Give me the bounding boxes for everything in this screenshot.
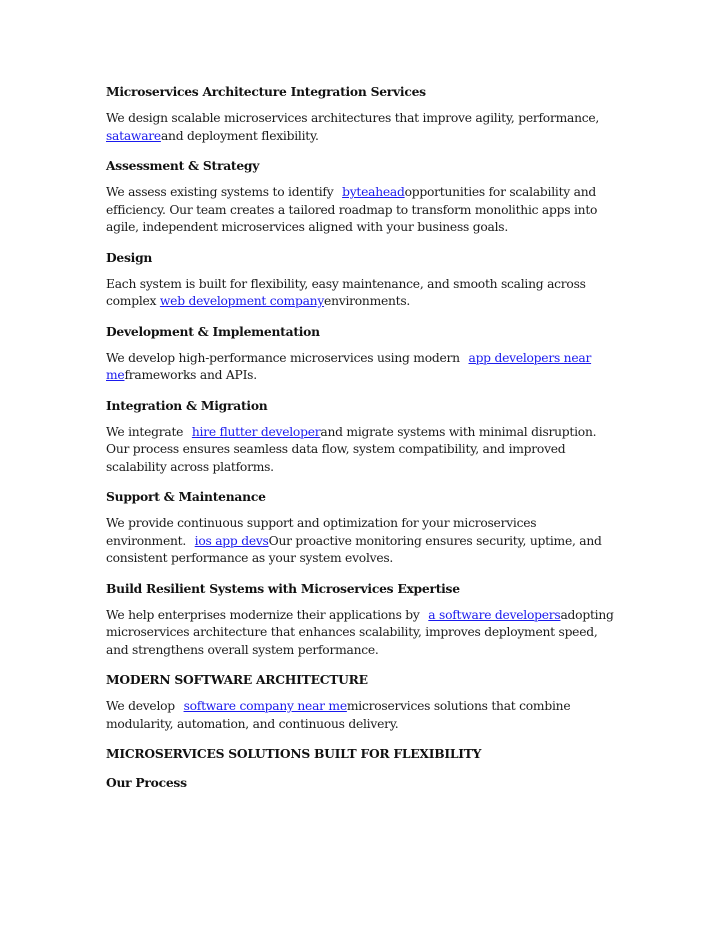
paragraph-text: We integrate	[106, 424, 187, 439]
paragraph-text: and migrate systems with minimal disruption. Our process ensures seamless data flow, system compatibility, and improved scalability across platforms.	[106, 424, 597, 474]
paragraph-text: We design scalable microservices architectures that improve agility, performance,	[106, 111, 600, 125]
paragraph-text: adopting microservices architecture that enhances scalability, improves deployment speed, and strengthens overall system performance.	[106, 607, 614, 657]
inline-link[interactable]: ios app devs	[194, 533, 269, 548]
section-paragraph	[106, 184, 616, 237]
section-heading: Development & Implementation	[106, 323, 320, 339]
section-heading: Support & Maintenance	[106, 489, 266, 504]
paragraph-text: We assess existing systems to identify	[106, 185, 338, 199]
section-paragraph	[106, 350, 616, 385]
paragraph-text: and deployment flexibility.	[160, 128, 319, 143]
section-heading: Build Resilient Systems with Microservices Expertise	[106, 580, 460, 596]
inline-link[interactable]: app developers near me	[106, 350, 592, 382]
inline-link[interactable]: hire flutter developer	[191, 424, 321, 439]
inline-link[interactable]: web development company	[159, 294, 325, 308]
paragraph-text: frameworks and APIs.	[124, 368, 257, 382]
section-paragraph	[106, 110, 616, 145]
section-heading: Microservices Architecture Integration Services	[106, 84, 426, 99]
paragraph-text: opportunities for scalability and efficiency. Our team creates a tailored roadmap to transform monolithic apps into agile, independent microservices aligned with your business goals.	[106, 185, 598, 234]
section-heading: Integration & Migration	[106, 397, 268, 413]
paragraph-text: We help enterprises modernize their applications by	[106, 607, 424, 622]
inline-link[interactable]: sataware	[106, 128, 161, 143]
document-page	[106, 83, 616, 791]
section-heading: Our Process	[106, 775, 187, 790]
inline-link[interactable]: software company near me	[183, 699, 347, 713]
inline-link[interactable]: a software developers	[428, 607, 561, 622]
paragraph-text: microservices solutions that combine modularity, automation, and continuous delivery.	[106, 699, 571, 731]
paragraph-text: We provide continuous support and optimization for your microservices environment.	[106, 516, 537, 548]
section-heading: Assessment & Strategy	[106, 158, 260, 173]
section-heading: MODERN SOFTWARE ARCHITECTURE	[106, 672, 368, 687]
paragraph-text: environments.	[324, 294, 411, 308]
section-paragraph	[106, 698, 616, 733]
section-paragraph	[106, 424, 616, 477]
paragraph-text: Each system is built for flexibility, easy maintenance, and smooth scaling across complex	[106, 276, 586, 308]
section-heading: MICROSERVICES SOLUTIONS BUILT FOR FLEXIBILITY	[106, 746, 482, 761]
paragraph-text: We develop	[106, 699, 179, 713]
paragraph-text: Our proactive monitoring ensures security, uptime, and consistent performance as your system evolves.	[106, 533, 602, 565]
section-paragraph	[106, 515, 616, 568]
section-paragraph	[106, 607, 616, 660]
section-paragraph	[106, 276, 616, 311]
section-heading: Design	[106, 249, 153, 265]
inline-link[interactable]: byteahead	[342, 185, 405, 199]
paragraph-text: We develop high-performance microservices using modern	[106, 350, 464, 365]
